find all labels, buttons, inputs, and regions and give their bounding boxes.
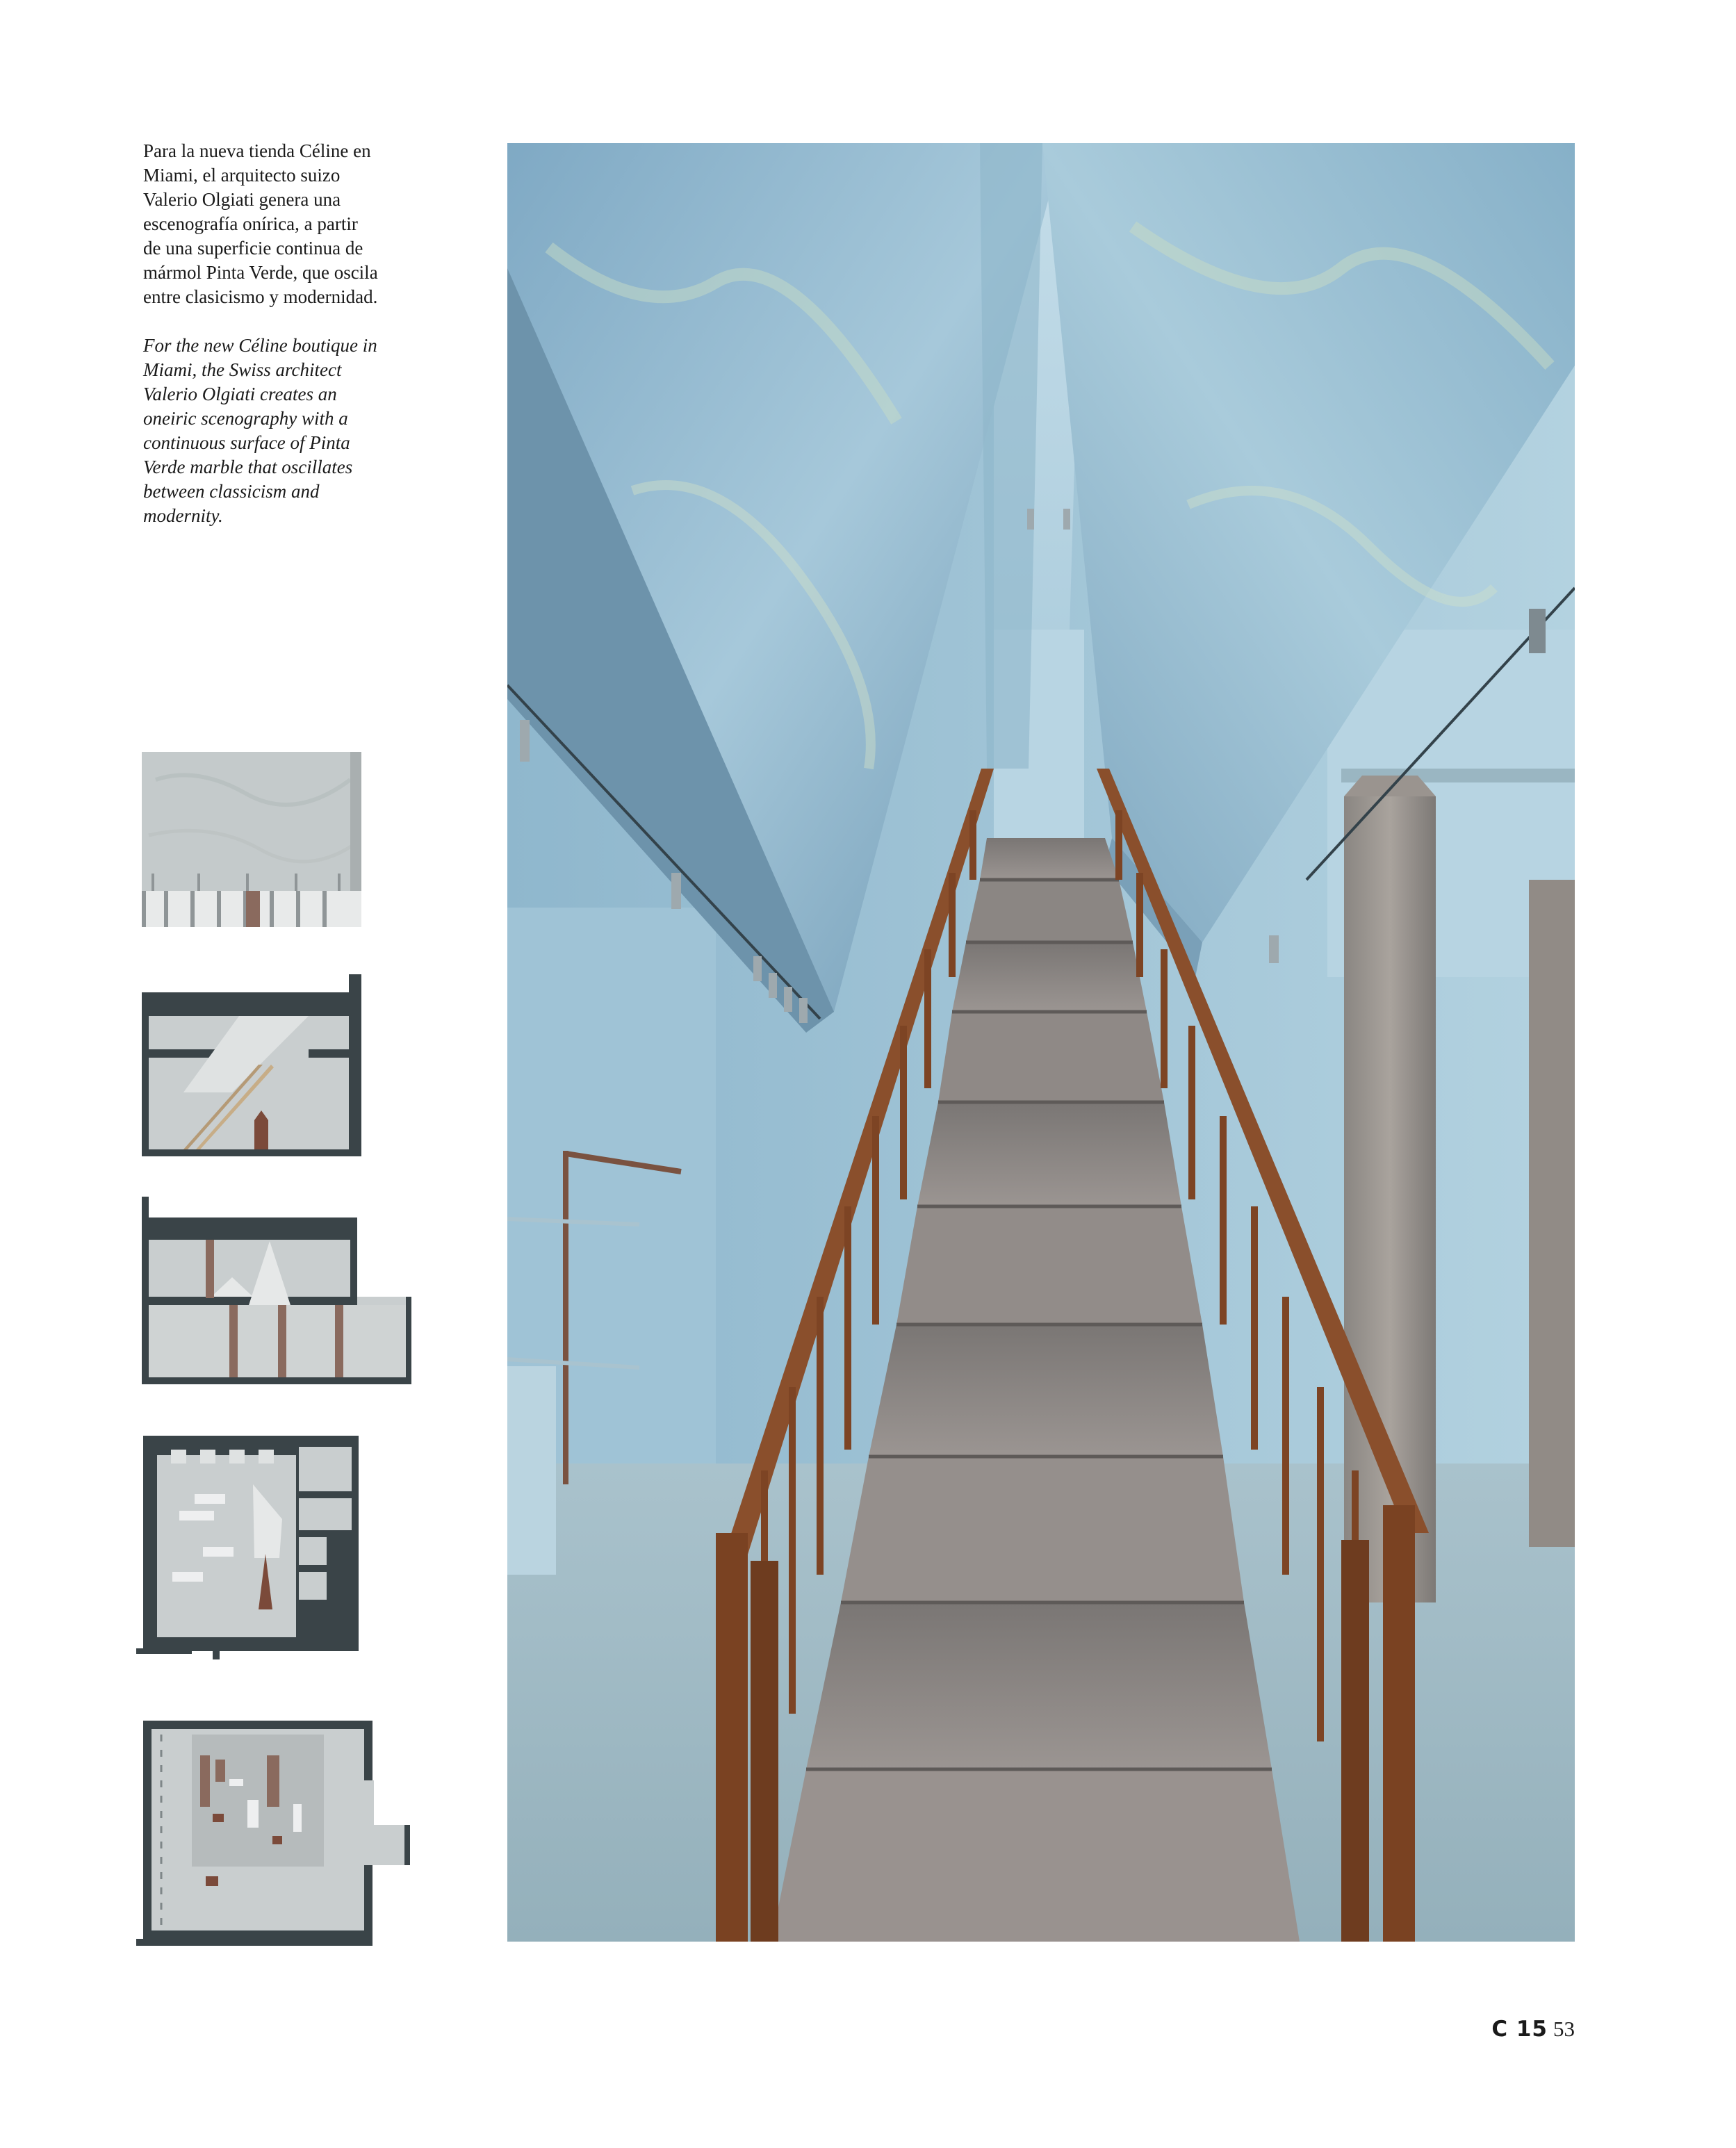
stair-section-drawing xyxy=(142,974,361,1156)
intro-text xyxy=(143,139,379,552)
elevation-drawing xyxy=(142,752,361,927)
stair-photograph xyxy=(507,143,1575,1942)
intro-spanish: Para la nueva tienda Céline en Miami, el arquitecto suizo Valerio Olgiati genera una escenografía onírica, a partir de una superficie continua de mármol Pinta Verde, que oscila entre clasicismo y modernidad. xyxy=(143,140,378,307)
intro-english: For the new Céline boutique in Miami, the Swiss architect Valerio Olgiati creates an oneiric scenography with a continuous surface of Pinta Verde marble that oscillates between classicism and modernity. xyxy=(143,335,377,526)
cross-section-drawing xyxy=(142,1197,411,1384)
page-folio xyxy=(1491,2017,1575,2042)
page-number: 53 xyxy=(1553,2017,1575,2041)
ground-floor-plan-drawing xyxy=(136,1721,410,1947)
upper-floor-plan-drawing xyxy=(136,1436,360,1659)
magazine-name: C 15 xyxy=(1491,2017,1548,2042)
